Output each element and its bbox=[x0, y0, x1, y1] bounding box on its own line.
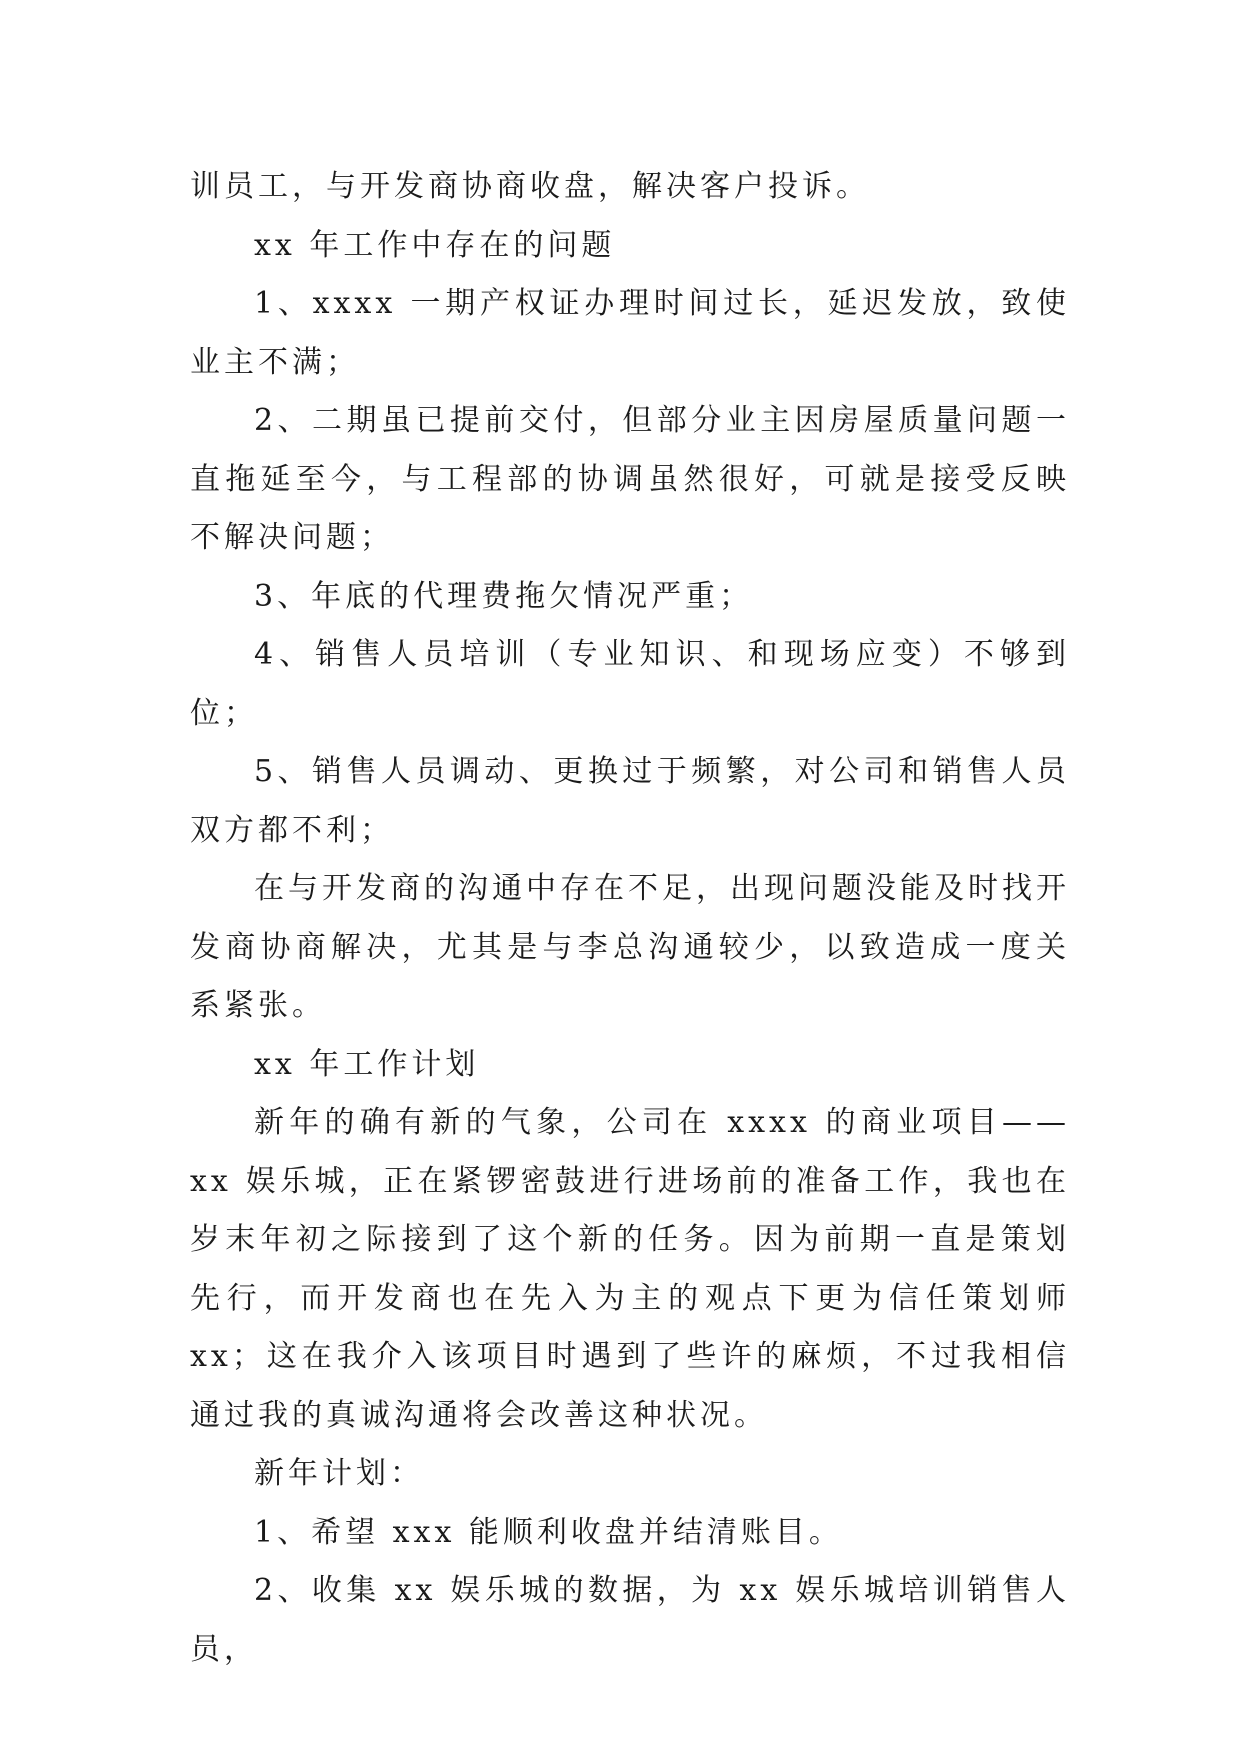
paragraph-continuation: 训员工，与开发商协商收盘，解决客户投诉。 bbox=[190, 169, 870, 204]
new-year-plan-heading: 新年计划： bbox=[254, 1456, 424, 1491]
new-project-paragraph: 新年的确有新的气象，公司在 xxxx 的商业项目——xx 娱乐城，正在紧锣密鼓进行进场前的准备工作，我也在岁末年初之际接到了这个新的任务。因为前期一直是策划先行，而开发商也在先入为主的观点下更为信任策划师 xx；这在我介入该项目时遇到了些许的麻烦，不过我相信通过我的真诚沟通将会改善这种状况。 bbox=[190, 1105, 1070, 1433]
section-heading-problems: xx 年工作中存在的问题 bbox=[254, 227, 616, 263]
section-heading-plan: xx 年工作计划 bbox=[254, 1046, 480, 1082]
problem-item-1: 1、xxxx 一期产权证办理时间过长，延迟发放，致使业主不满； bbox=[190, 286, 1070, 380]
plan-item-2: 2、收集 xx 娱乐城的数据，为 xx 娱乐城培训销售人员， bbox=[190, 1573, 1070, 1667]
document-body bbox=[190, 158, 1070, 1679]
communication-paragraph: 在与开发商的沟通中存在不足，出现问题没能及时找开发商协商解决，尤其是与李总沟通较少，以致造成一度关系紧张。 bbox=[190, 871, 1070, 1023]
problem-item-5: 5、销售人员调动、更换过于频繁，对公司和销售人员双方都不利； bbox=[190, 754, 1070, 848]
plan-item-1: 1、希望 xxx 能顺利收盘并结清账目。 bbox=[254, 1514, 843, 1550]
problem-item-2: 2、二期虽已提前交付，但部分业主因房屋质量问题一直拖延至今，与工程部的协调虽然很好，可就是接受反映不解决问题； bbox=[190, 403, 1070, 555]
problem-item-4: 4、销售人员培训（专业知识、和现场应变）不够到位； bbox=[190, 637, 1070, 731]
problem-item-3: 3、年底的代理费拖欠情况严重； bbox=[254, 578, 754, 614]
